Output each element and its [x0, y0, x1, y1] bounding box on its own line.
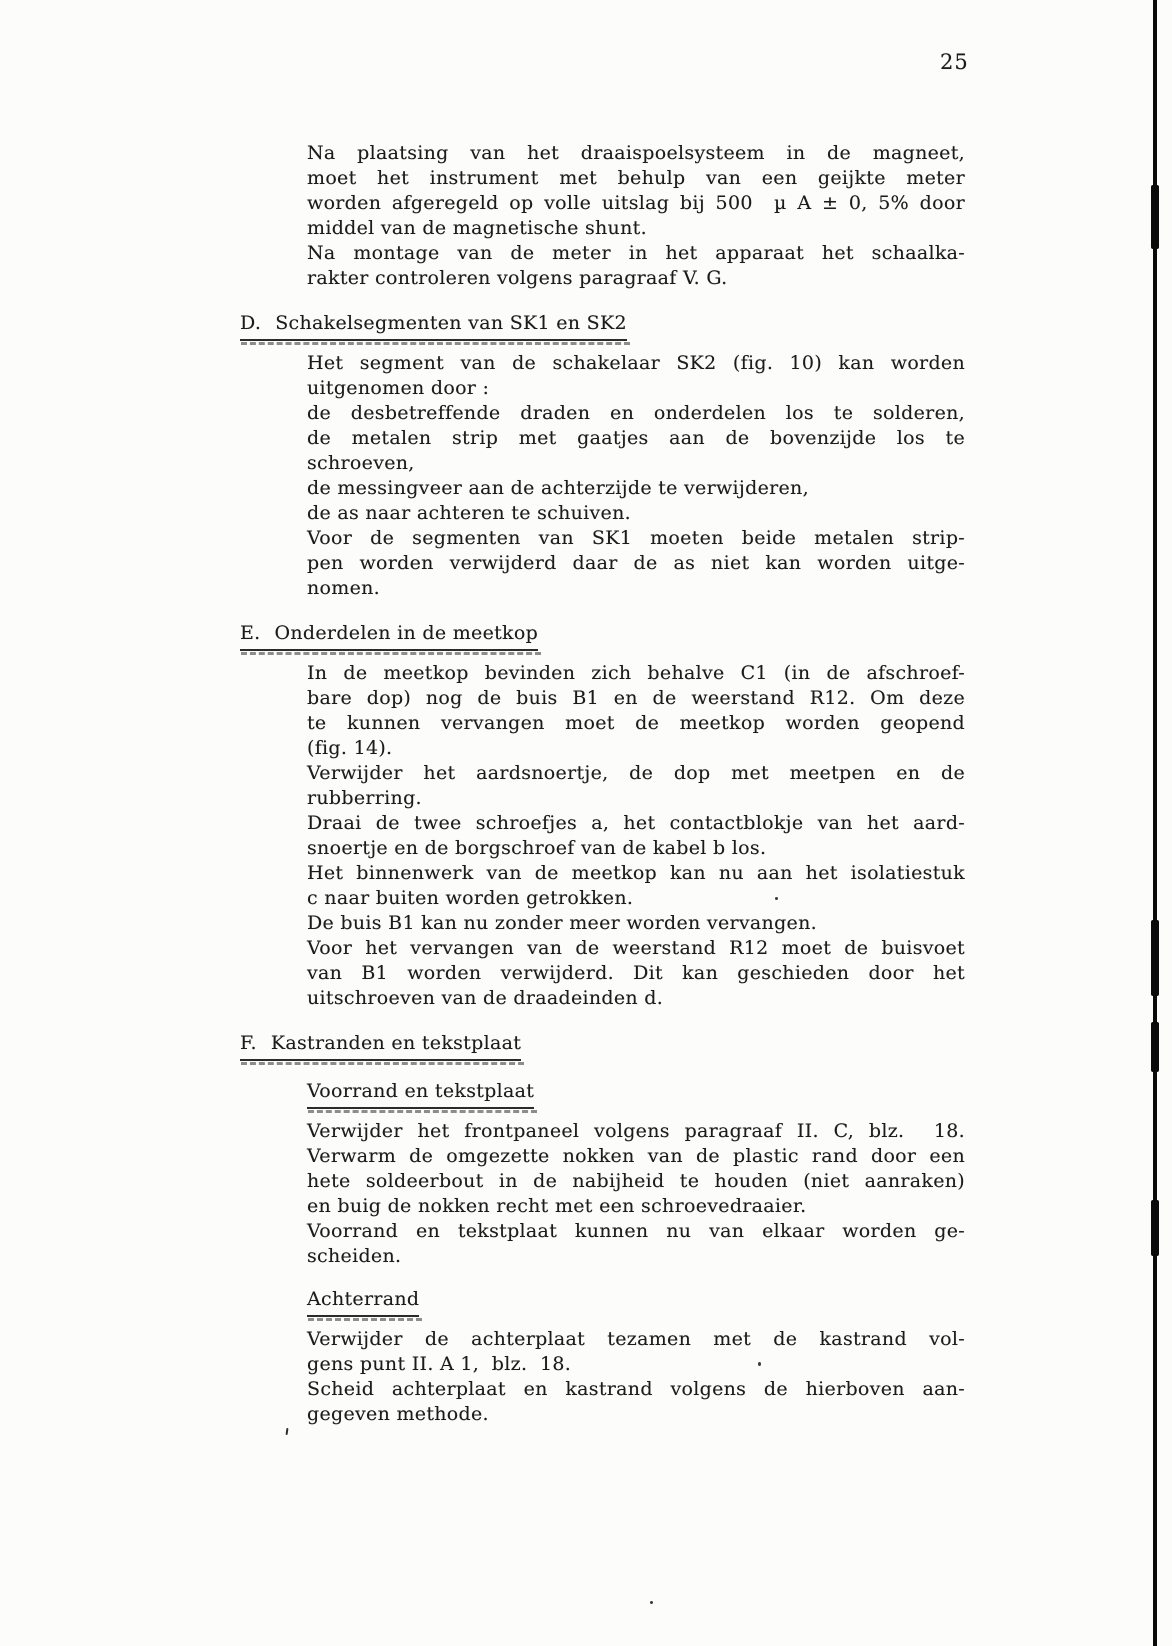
text-line: In de meetkop bevinden zich behalve C1 (in de afschroef-: [307, 662, 965, 684]
scan-edge-blot: [1151, 185, 1159, 249]
heading-title: Voorrand en tekstplaat: [307, 1080, 535, 1102]
underlined-heading-text: [240, 621, 538, 651]
text-line: van B1 worden verwijderd. Dit kan geschieden door het: [307, 962, 965, 984]
text-line: rubberring.: [307, 787, 422, 809]
text-line: middel van de magnetische shunt.: [307, 217, 647, 239]
text-line: gens punt II. A 1, blz. 18.: [307, 1353, 572, 1375]
text-line: hete soldeerbout in de nabijheid te houden (niet aanraken): [307, 1170, 965, 1192]
text-line: Na plaatsing van het draaispoelsysteem in de magneet,: [307, 142, 965, 164]
heading-e: [240, 621, 968, 651]
paragraph: [307, 1119, 965, 1269]
text-line: Draai de twee schroefjes a, het contactblokje van het aard-: [307, 812, 965, 834]
heading-label: E.: [240, 622, 261, 644]
text-line: Verwijder de achterplaat tezamen met de kastrand vol-: [307, 1328, 965, 1350]
text-line: c naar buiten worden getrokken.: [307, 887, 634, 909]
heading-f: [240, 1031, 968, 1061]
text-line: gegeven methode.: [307, 1403, 489, 1425]
text-line: de metalen strip met gaatjes aan de bovenzijde los te: [307, 427, 965, 449]
text-line: uitgenomen door :: [307, 377, 490, 399]
text-line: en buig de nokken recht met een schroevedraaier.: [307, 1195, 807, 1217]
text-line: De buis B1 kan nu zonder meer worden vervangen.: [307, 912, 817, 934]
page-content: [240, 141, 968, 1427]
ink-speck: [650, 1601, 653, 1604]
text-line: Voor de segmenten van SK1 moeten beide metalen strip-: [307, 527, 965, 549]
ink-speck: [775, 897, 778, 900]
page-number: 25: [940, 50, 969, 74]
underlined-heading-text: [307, 1287, 419, 1317]
heading-title: Onderdelen in de meetkop: [274, 622, 539, 644]
text-line: pen worden verwijderd daar de as niet kan worden uitge-: [307, 552, 965, 574]
ink-speck: [286, 1428, 289, 1435]
heading-title: Schakelsegmenten van SK1 en SK2: [275, 312, 627, 334]
text-line: de as naar achteren te schuiven.: [307, 502, 631, 524]
text-line: Verwarm de omgezette nokken van de plastic rand door een: [307, 1145, 965, 1167]
text-line: bare dop) nog de buis B1 en de weerstand R12. Om deze: [307, 687, 965, 709]
underlined-heading-text: [240, 311, 627, 341]
paragraph: [307, 1327, 965, 1427]
text-line: (fig. 14).: [307, 737, 393, 759]
text-line: Voorrand en tekstplaat kunnen nu van elkaar worden ge-: [307, 1220, 965, 1242]
text-line: Het binnenwerk van de meetkop kan nu aan het isolatiestuk: [307, 862, 965, 884]
text-line: Na montage van de meter in het apparaat het schaalka-: [307, 242, 965, 264]
text-line: rakter controleren volgens paragraaf V. G.: [307, 267, 728, 289]
text-line: nomen.: [307, 577, 381, 599]
text-line: uitschroeven van de draadeinden d.: [307, 987, 664, 1009]
text-line: Voor het vervangen van de weerstand R12 moet de buisvoet: [307, 937, 965, 959]
ink-speck: [758, 1362, 761, 1366]
text-line: scheiden.: [307, 1245, 402, 1267]
text-line: de desbetreffende draden en onderdelen los te solderen,: [307, 402, 965, 424]
heading-title: Achterrand: [307, 1288, 420, 1310]
text-line: snoertje en de borgschroef van de kabel b los.: [307, 837, 767, 859]
scan-edge-blot: [1151, 1200, 1159, 1256]
text-line: schroeven,: [307, 452, 415, 474]
heading-d: [240, 311, 968, 341]
text-line: Het segment van de schakelaar SK2 (fig. 10) kan worden: [307, 352, 965, 374]
paragraph: [307, 351, 965, 601]
scan-edge-blot: [1151, 920, 1159, 996]
underlined-heading-text: [240, 1031, 521, 1061]
paragraph: [307, 661, 965, 1011]
subheading-achterrand: [307, 1287, 968, 1317]
text-line: moet het instrument met behulp van een geijkte meter: [307, 167, 965, 189]
text-line: te kunnen vervangen moet de meetkop worden geopend: [307, 712, 965, 734]
heading-title: Kastranden en tekstplaat: [270, 1032, 522, 1054]
heading-label: D.: [240, 312, 262, 334]
text-line: de messingveer aan de achterzijde te verwijderen,: [307, 477, 809, 499]
subheading-voorrand-en-tekstplaat: [307, 1079, 968, 1109]
text-line: Verwijder het frontpaneel volgens paragraaf II. C, blz. 18.: [307, 1120, 965, 1142]
underlined-heading-text: [307, 1079, 534, 1109]
text-line: worden afgeregeld op volle uitslag bij 500 µ A ± 0, 5% door: [307, 192, 965, 214]
paragraph: [307, 141, 965, 291]
scan-edge-blot: [1151, 1022, 1159, 1072]
text-line: Scheid achterplaat en kastrand volgens de hierboven aan-: [307, 1378, 965, 1400]
heading-label: F.: [240, 1032, 257, 1054]
text-line: Verwijder het aardsnoertje, de dop met meetpen en de: [307, 762, 965, 784]
